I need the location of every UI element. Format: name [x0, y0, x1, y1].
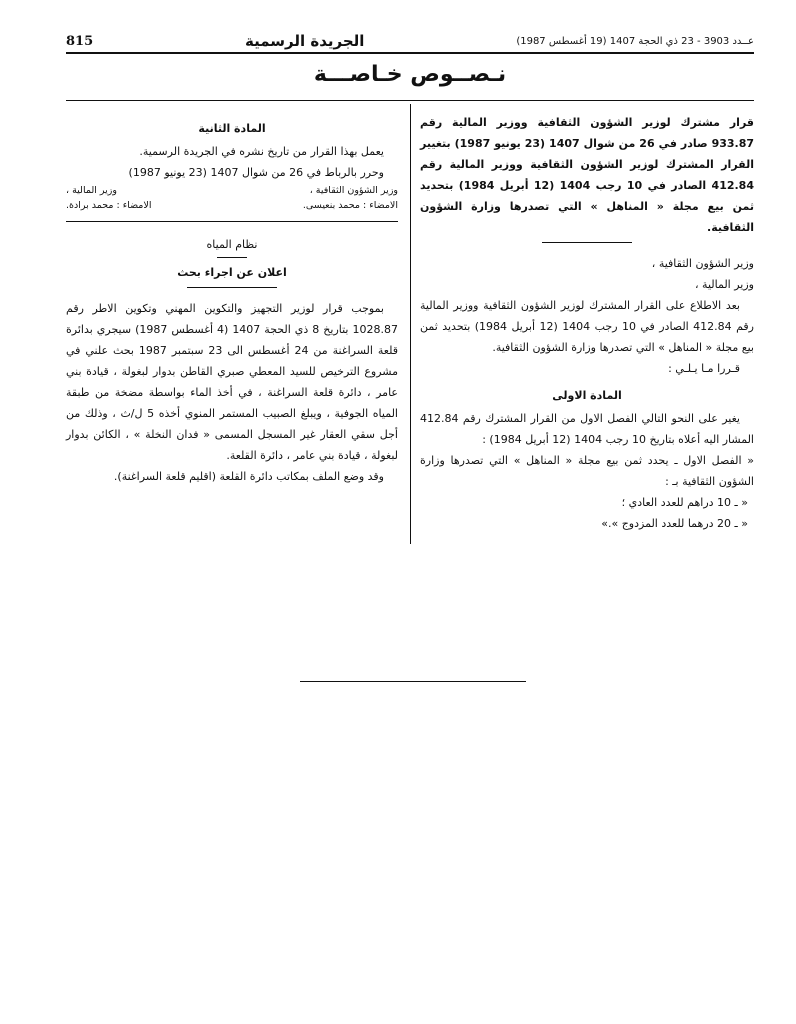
- decree-title-rule: [542, 242, 632, 243]
- notice-file-line: وقد وضع الملف بمكاتب دائرة القلعة (اقليم قلعة السراغنة).: [113, 470, 384, 483]
- left-column: [66, 112, 398, 487]
- water-section-rule: [217, 257, 247, 258]
- signature-name-culture: الامضاء : محمد بنعيسى.: [302, 200, 398, 211]
- notice-heading-rule: [187, 287, 277, 288]
- signature-title-culture: وزير الشؤون الثقافية ،: [309, 185, 398, 196]
- signature-name-finance: الامضاء : محمد برادة.: [66, 200, 152, 211]
- decree-title: قرار مشترك لوزير الشؤون الثقافية ووزير المالية رقم 933.87 صادر في 26 من شوال 1407 (23 يونيو 1987) بتغيير القرار المشترك لوزير الشؤون الثقافية ووزير المالية رقم 412.84 الصادر في 10 رجب 1404 (12 أبريل 1984) بتحديد ثمن بيع مجلة « المناهل » التي تصدرها وزارة الشؤون الثقافية.: [420, 116, 755, 234]
- article-2-heading: المادة الثانية: [198, 122, 266, 135]
- addressee-1: وزير الشؤون الثقافية ،: [651, 257, 754, 270]
- section-separator: [66, 221, 398, 222]
- column-divider: [410, 104, 411, 544]
- notice-text: بموجب قرار لوزير التجهيز والتكوين المهني وتكوين الاطر رقم 1028.87 بتاريخ 8 ذي الحجة 1407 (4 أغسطس 1987) سيجري بدائرة قلعة السراغنة من 24 أغسطس الى 23 سبتمبر 1987 بحث علني في مشروع الترخيص للسيد المعطي صبري القاطن بدوار لبغولة ، قيادة بني عامر ، دائرة قلعة السراغنة ، في أخذ الماء بواسطة مضخة من طبقة المياه الجوفية ، ويبلغ الصبيب المستمر المنوي أخذه 5 ل/ث ، وذلك من أجل سقي العقار غير المسجل المسمى « فدان النخلة » ، الكائن بدوار لبغولة ، قيادة بني عامر ، دائرة القلعة.: [66, 302, 398, 462]
- done-at-line: وحرر بالرباط في 26 من شوال 1407 (23 يونيو 1987): [128, 166, 384, 179]
- article-2-text: يعمل بهذا القرار من تاريخ نشره في الجريدة الرسمية.: [139, 145, 384, 158]
- article-1-text: يغير على النحو التالي الفصل الاول من القرار المشترك رقم 412.84 المشار اليه أعلاه بتاريخ 10 رجب 1404 (12 أبريل 1984) :: [420, 412, 754, 446]
- price-item-double: « ـ 20 درهما للعدد المزدوج ».»: [601, 517, 748, 530]
- issue-info: عــدد 3903 - 23 ذي الحجة 1407 (19 أغسطس 1987): [516, 35, 754, 47]
- decided-line: قـررا مـا يـلـي :: [668, 362, 740, 375]
- page-end-rule: [300, 681, 526, 682]
- addressee-2: وزير المالية ،: [695, 278, 754, 291]
- preamble: بعد الاطلاع على القرار المشترك لوزير الشؤون الثقافية ووزير المالية رقم 412.84 الصادر في 10 رجب 1404 (12 أبريل 1984) بتحديد ثمن بيع مجلة « المناهل » التي تصدرها وزارة الشؤون الثقافية.: [420, 299, 754, 354]
- article-1-heading: المادة الاولى: [552, 389, 622, 402]
- notice-heading: اعلان عن اجراء بحث: [177, 266, 287, 279]
- water-section-heading: نظام المياه: [206, 238, 258, 251]
- signature-names: [66, 198, 398, 213]
- gazette-title: الجريدة الرسمية: [245, 32, 365, 50]
- article-1-quote: « الفصل الاول ـ يحدد ثمن بيع مجلة « المناهل » التي تصدرها وزارة الشؤون الثقافية بـ :: [420, 454, 754, 488]
- page-number: 815: [66, 33, 94, 49]
- section-title: نـصــوص خـاصـــة: [313, 62, 507, 87]
- page-header: [66, 30, 754, 54]
- signature-title-finance: وزير المالية ،: [66, 185, 117, 196]
- title-divider: [66, 100, 754, 101]
- right-column: [420, 112, 754, 534]
- signature-titles: [66, 183, 398, 198]
- price-item-regular: « ـ 10 دراهم للعدد العادي ؛: [621, 496, 748, 509]
